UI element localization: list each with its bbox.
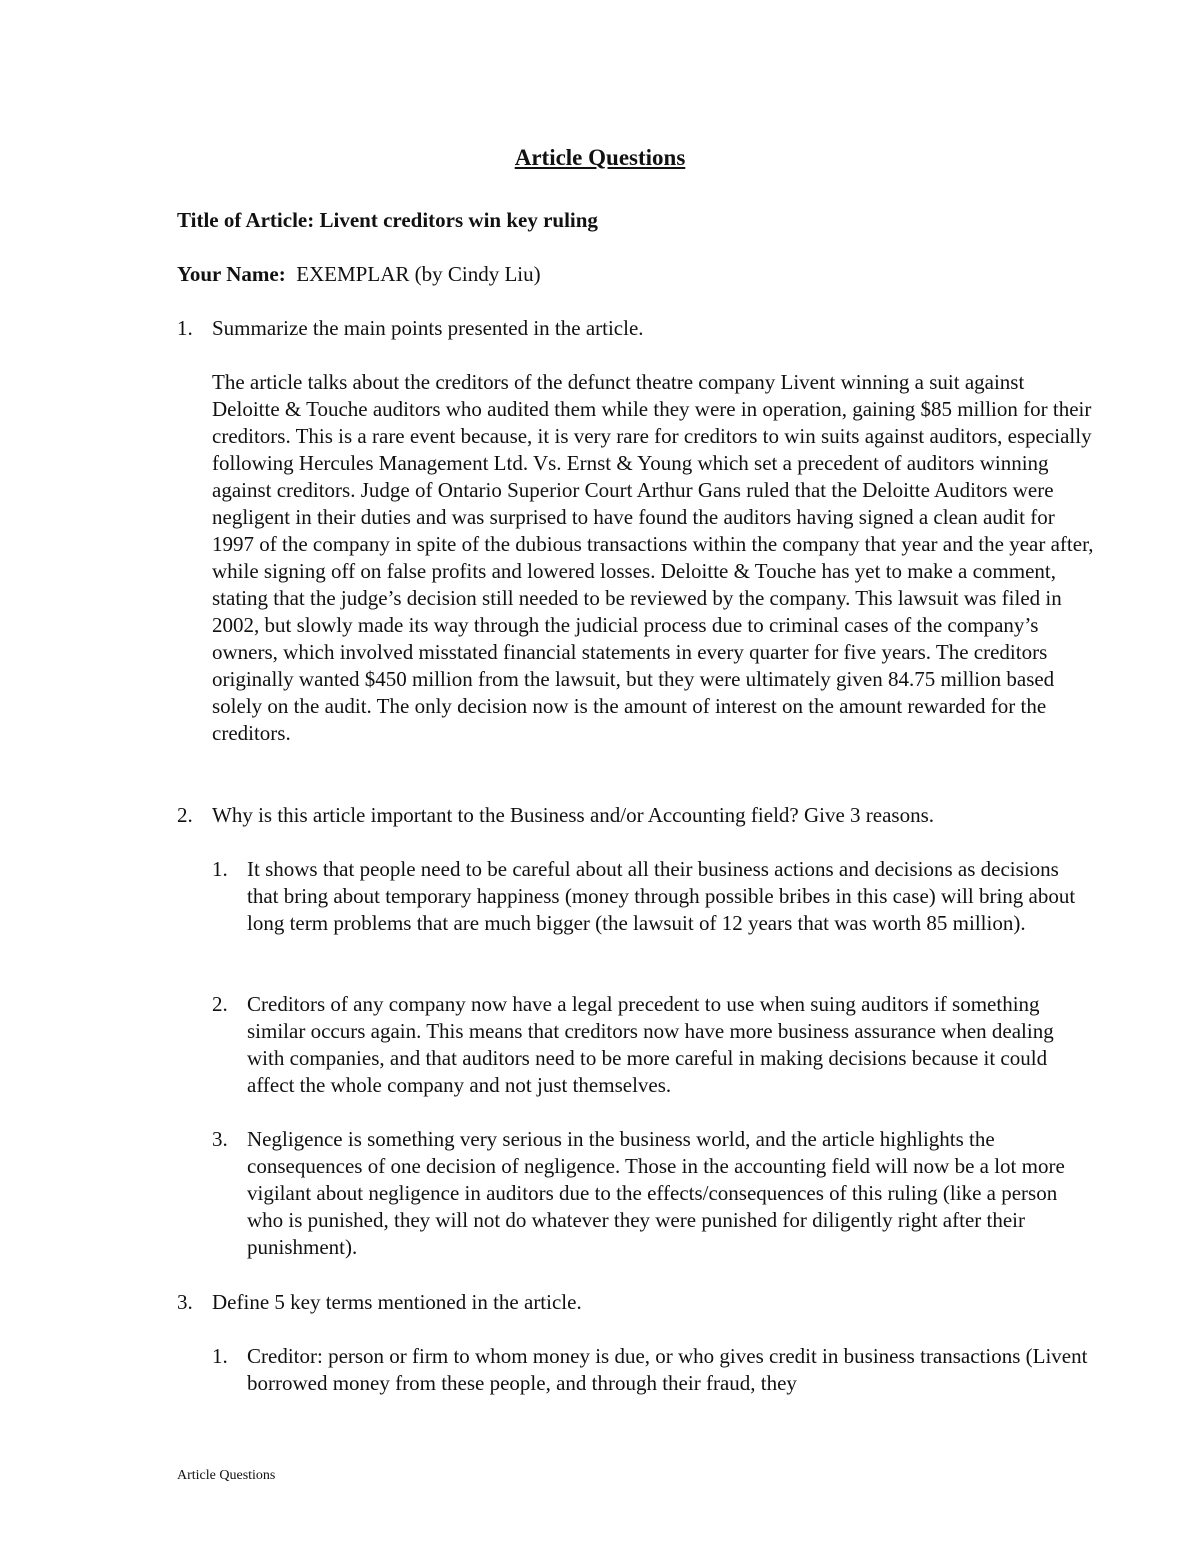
list-item: [212, 1126, 1092, 1261]
name-value: EXEMPLAR (by Cindy Liu): [296, 262, 541, 286]
question-number: 3.: [177, 1290, 193, 1314]
list-item-number: 1.: [212, 857, 228, 881]
list-item-number: 1.: [212, 1344, 228, 1368]
list-item-number: 3.: [212, 1127, 228, 1151]
article-title-label: Title of Article:: [177, 208, 315, 232]
list-item-number: 2.: [212, 992, 228, 1016]
question-number: 1.: [177, 316, 193, 340]
question-1-answer: The article talks about the creditors of the defunct theatre company Livent winning a suit against Deloitte & Touche auditors who audited them while they were in operation, gaining $85 million for their creditors. This is a rare event because, it is very rare for creditors to win suits against auditors, especially following Hercules Management Ltd. Vs. Ernst & Young which set a precedent of auditors winning against creditors. Judge of Ontario Superior Court Arthur Gans ruled that the Deloitte Auditors were negligent in their duties and was surprised to have found the auditors having signed a clean audit for 1997 of the company in spite of the dubious transactions within the company that year and the year after, while signing off on false profits and lowered losses. Deloitte & Touche has yet to make a comment, stating that the judge’s decision still needed to be reviewed by the company. This lawsuit was filed in 2002, but slowly made its way through the judicial process due to criminal cases of the company’s owners, which involved misstated financial statements in every quarter for five years. The creditors originally wanted $450 million from the lawsuit, but they were ultimately given 84.75 million based solely on the audit. The only decision now is the amount of interest on the amount rewarded for the creditors.: [212, 370, 1094, 745]
article-title-line: [177, 207, 598, 234]
list-item-text: Negligence is something very serious in the business world, and the article highlights the consequences of one decision of negligence. Those in the accounting field will now be a lot more vigilant about negligence in auditors due to the effects/consequences of this ruling (like a person who is punished, they will not do whatever they were punished for diligently right after their punishment).: [247, 1127, 1065, 1259]
page-title: Article Questions: [514, 145, 686, 170]
question-text: Define 5 key terms mentioned in the article.: [212, 1290, 582, 1314]
list-item: [212, 991, 1092, 1099]
question-number: 2.: [177, 803, 193, 827]
list-item-text: Creditors of any company now have a legal precedent to use when suing auditors if something similar occurs again. This means that creditors now have more business assurance when dealing with companies, and that auditors need to be more careful in making decisions because it could affect the whole company and not just themselves.: [247, 992, 1054, 1097]
list-item-text: It shows that people need to be careful about all their business actions and decisions as decisions that bring about temporary happiness (money through possible bribes in this case) will bring about long term problems that are much bigger (the lawsuit of 12 years that was worth 85 million).: [247, 857, 1076, 935]
question-3: [177, 1289, 1112, 1316]
question-text: Why is this article important to the Business and/or Accounting field? Give 3 reasons.: [212, 803, 935, 827]
name-label: Your Name:: [177, 262, 286, 286]
page-footer: Article Questions: [177, 1468, 276, 1483]
list-item: [212, 856, 1092, 937]
question-text: Summarize the main points presented in the article.: [212, 316, 644, 340]
article-title-value: Livent creditors win key ruling: [319, 208, 598, 232]
name-line: [177, 261, 541, 288]
list-item-text: Creditor: person or firm to whom money is due, or who gives credit in business transactions (Livent borrowed money from these people, and through their fraud, they: [247, 1344, 1088, 1395]
question-1: [177, 315, 1112, 342]
question-2: [177, 802, 1112, 829]
list-item: [212, 1343, 1092, 1397]
